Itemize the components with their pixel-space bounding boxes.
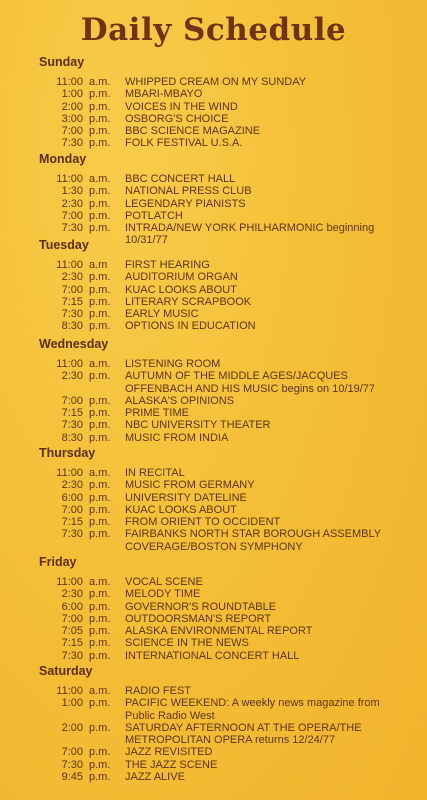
row-time: 7:00 xyxy=(61,503,83,516)
row-time: 2:30 xyxy=(61,479,83,492)
schedule-row xyxy=(39,198,409,210)
day-name: Monday xyxy=(39,152,87,166)
row-time: 1:00 xyxy=(61,697,83,710)
schedule-row xyxy=(39,637,409,649)
row-ampm: p.m. xyxy=(89,746,111,759)
row-ampm: p.m. xyxy=(89,600,111,613)
row-ampm: p.m. xyxy=(89,419,111,432)
row-time: 7:30 xyxy=(61,308,83,321)
row-title: ALASKA ENVIRONMENTAL REPORT xyxy=(125,625,313,638)
row-title: OUTDOORSMAN'S REPORT xyxy=(125,612,272,625)
day-section-saturday xyxy=(39,664,409,783)
schedule-row xyxy=(39,88,409,100)
row-ampm: p.m. xyxy=(89,771,111,784)
schedule-row xyxy=(39,284,409,296)
row-time: 7:30 xyxy=(61,222,83,235)
row-time: 1:00 xyxy=(61,88,83,101)
row-time: 7:00 xyxy=(61,283,83,296)
row-title: GOVERNOR'S ROUNDTABLE xyxy=(125,600,277,613)
row-ampm: p.m. xyxy=(89,125,111,138)
schedule-row xyxy=(39,395,409,407)
row-time: 1:30 xyxy=(61,185,83,198)
row-title: KUAC LOOKS ABOUT xyxy=(125,503,237,516)
schedule-row xyxy=(39,685,409,697)
row-title: WHIPPED CREAM ON MY SUNDAY xyxy=(125,76,307,88)
schedule-row xyxy=(39,308,409,320)
schedule-row xyxy=(39,173,409,185)
day-name: Friday xyxy=(39,555,77,569)
row-time: 7:30 xyxy=(61,419,83,432)
schedule-row xyxy=(39,101,409,113)
row-ampm: a.m. xyxy=(89,685,111,697)
row-ampm: p.m. xyxy=(89,407,111,420)
row-title: LISTENING ROOM xyxy=(125,358,221,370)
row-time: 7:15 xyxy=(61,407,83,420)
row-title: MELODY TIME xyxy=(125,588,201,601)
row-ampm: p.m. xyxy=(89,137,111,150)
row-title: OSBORG'S CHOICE xyxy=(125,112,229,125)
schedule-row xyxy=(39,137,409,149)
row-time: 7:00 xyxy=(61,746,83,759)
row-time: 11:00 xyxy=(56,358,83,370)
row-ampm: p.m. xyxy=(89,88,111,101)
row-ampm: a.m. xyxy=(89,76,111,88)
row-ampm: a.m. xyxy=(89,467,111,479)
row-title: FIRST HEARING xyxy=(125,259,210,271)
row-title: FROM ORIENT TO OCCIDENT xyxy=(125,516,281,529)
row-ampm: p.m. xyxy=(89,758,111,771)
row-ampm: p.m. xyxy=(89,394,111,407)
row-time: 7:05 xyxy=(61,625,83,638)
row-ampm: p.m. xyxy=(89,637,111,650)
row-time: 11:00 xyxy=(56,259,83,271)
row-ampm: p.m. xyxy=(89,222,111,235)
row-title: SATURDAY AFTERNOON AT THE OPERA/THE METROPOLITAN OPERA returns 12/24/77 xyxy=(125,721,362,747)
row-time: 7:00 xyxy=(61,394,83,407)
row-time: 7:00 xyxy=(61,209,83,222)
row-ampm: p.m. xyxy=(89,516,111,529)
row-title: THE JAZZ SCENE xyxy=(125,758,218,771)
row-time: 7:00 xyxy=(61,612,83,625)
row-title: OPTIONS IN EDUCATION xyxy=(125,320,256,333)
row-time: 8:30 xyxy=(61,320,83,333)
row-ampm: a.m. xyxy=(89,358,111,370)
row-ampm: p.m. xyxy=(89,271,111,284)
row-title: INTERNATIONAL CONCERT HALL xyxy=(125,649,300,662)
row-ampm: p.m. xyxy=(89,649,111,662)
row-title: AUTUMN OF THE MIDDLE AGES/JACQUES OFFENBACH AND HIS MUSIC begins on 10/19/77 xyxy=(125,370,376,395)
schedule-row xyxy=(39,613,409,625)
row-title: PRIME TIME xyxy=(125,407,189,420)
schedule-row xyxy=(39,722,409,747)
day-section-monday xyxy=(39,152,409,247)
row-ampm: a.m xyxy=(89,259,108,271)
row-ampm: p.m. xyxy=(89,431,111,444)
schedule-row xyxy=(39,185,409,197)
schedule-row xyxy=(39,419,409,431)
row-time: 7:15 xyxy=(61,637,83,650)
day-name: Tuesday xyxy=(39,238,89,252)
row-time: 6:00 xyxy=(61,600,83,613)
row-time: 11:00 xyxy=(56,173,83,185)
row-ampm: p.m. xyxy=(89,185,111,198)
row-ampm: p.m. xyxy=(89,697,111,710)
day-section-wednesday xyxy=(39,337,409,444)
schedule-row xyxy=(39,259,409,271)
schedule-row xyxy=(39,759,409,771)
row-ampm: p.m. xyxy=(89,625,111,638)
row-ampm: p.m. xyxy=(89,197,111,210)
schedule-row xyxy=(39,76,409,88)
schedule-row xyxy=(39,271,409,283)
row-ampm: p.m. xyxy=(89,209,111,222)
row-time: 2:30 xyxy=(61,588,83,601)
row-title: FAIRBANKS NORTH STAR BOROUGH ASSEMBLY COVERAGE/BOSTON SYMPHONY xyxy=(125,528,381,553)
schedule-row xyxy=(39,528,409,553)
row-time: 9:45 xyxy=(61,771,83,784)
schedule-row xyxy=(39,601,409,613)
row-ampm: p.m. xyxy=(89,370,111,383)
day-section-sunday xyxy=(39,55,409,150)
row-title: MUSIC FROM INDIA xyxy=(125,431,229,444)
schedule-row xyxy=(39,479,409,491)
schedule-row xyxy=(39,504,409,516)
row-time: 7:00 xyxy=(61,125,83,138)
schedule-row xyxy=(39,358,409,370)
row-ampm: p.m. xyxy=(89,528,111,541)
row-title: AUDITORIUM ORGAN xyxy=(125,271,238,284)
row-ampm: p.m. xyxy=(89,479,111,492)
schedule-row xyxy=(39,746,409,758)
row-time: 2:30 xyxy=(61,197,83,210)
row-title: KUAC LOOKS ABOUT xyxy=(125,283,237,296)
row-title: VOCAL SCENE xyxy=(125,576,203,588)
row-ampm: a.m. xyxy=(89,173,111,185)
schedule-row xyxy=(39,771,409,783)
row-time: 3:00 xyxy=(61,112,83,125)
row-title: EARLY MUSIC xyxy=(125,308,199,321)
row-ampm: p.m. xyxy=(89,503,111,516)
schedule-row xyxy=(39,625,409,637)
day-section-friday xyxy=(39,555,409,662)
row-title: UNIVERSITY DATELINE xyxy=(125,491,247,504)
row-time: 2:30 xyxy=(61,370,83,383)
schedule-row xyxy=(39,576,409,588)
row-ampm: p.m. xyxy=(89,320,111,333)
row-title: MBARI-MBAYO xyxy=(125,88,203,101)
row-title: PACIFIC WEEKEND: A weekly news magazine from Public Radio West xyxy=(125,697,380,722)
schedule-row xyxy=(39,697,409,722)
row-ampm: p.m. xyxy=(89,721,111,734)
row-time: 11:00 xyxy=(56,685,83,697)
row-time: 7:30 xyxy=(61,137,83,150)
row-ampm: a.m. xyxy=(89,576,111,588)
row-title: VOICES IN THE WIND xyxy=(125,100,238,113)
row-time: 11:00 xyxy=(56,576,83,588)
schedule-row xyxy=(39,296,409,308)
row-time: 7:30 xyxy=(61,528,83,541)
row-ampm: p.m. xyxy=(89,100,111,113)
row-title: JAZZ ALIVE xyxy=(125,771,185,784)
day-section-thursday xyxy=(39,446,409,553)
row-time: 8:30 xyxy=(61,431,83,444)
row-title: NBC UNIVERSITY THEATER xyxy=(125,419,271,432)
row-time: 11:00 xyxy=(56,76,83,88)
row-time: 6:00 xyxy=(61,491,83,504)
row-title: BBC SCIENCE MAGAZINE xyxy=(125,125,261,138)
schedule-row xyxy=(39,432,409,444)
day-name: Saturday xyxy=(39,664,93,678)
row-title: POTLATCH xyxy=(125,209,183,222)
row-title: RADIO FEST xyxy=(125,685,192,697)
row-ampm: p.m. xyxy=(89,308,111,321)
schedule-row xyxy=(39,588,409,600)
row-title: BBC CONCERT HALL xyxy=(125,173,236,185)
row-ampm: p.m. xyxy=(89,295,111,308)
row-title: INTRADA/NEW YORK PHILHARMONIC beginning 10/31/77 xyxy=(125,222,375,247)
row-time: 11:00 xyxy=(56,467,83,479)
row-title: SCIENCE IN THE NEWS xyxy=(125,637,249,650)
row-ampm: p.m. xyxy=(89,612,111,625)
schedule-row xyxy=(39,113,409,125)
day-name: Sunday xyxy=(39,55,85,69)
row-title: IN RECITAL xyxy=(125,467,185,479)
schedule-row xyxy=(39,320,409,332)
row-time: 7:15 xyxy=(61,295,83,308)
schedule-row xyxy=(39,467,409,479)
row-ampm: p.m. xyxy=(89,588,111,601)
schedule-row xyxy=(39,492,409,504)
row-title: JAZZ REVISITED xyxy=(125,746,213,759)
page-title: Daily Schedule xyxy=(80,12,347,48)
schedule-row xyxy=(39,125,409,137)
schedule-row xyxy=(39,370,409,395)
row-time: 7:15 xyxy=(61,516,83,529)
row-ampm: p.m. xyxy=(89,491,111,504)
day-name: Wednesday xyxy=(39,337,109,351)
day-name: Thursday xyxy=(39,446,96,460)
schedule-row xyxy=(39,516,409,528)
row-title: ALASKA'S OPINIONS xyxy=(125,394,235,407)
row-title: LITERARY SCRAPBOOK xyxy=(125,295,252,308)
row-time: 2:00 xyxy=(61,100,83,113)
row-title: LEGENDARY PIANISTS xyxy=(125,197,246,210)
row-time: 7:30 xyxy=(61,649,83,662)
schedule-row xyxy=(39,407,409,419)
row-ampm: p.m. xyxy=(89,112,111,125)
day-section-tuesday xyxy=(39,238,409,333)
row-title: MUSIC FROM GERMANY xyxy=(125,479,255,492)
row-time: 2:00 xyxy=(61,721,83,734)
row-time: 7:30 xyxy=(61,758,83,771)
row-title: FOLK FESTIVAL U.S.A. xyxy=(125,137,243,150)
schedule-row xyxy=(39,650,409,662)
row-ampm: p.m. xyxy=(89,283,111,296)
schedule-row xyxy=(39,210,409,222)
row-time: 2:30 xyxy=(61,271,83,284)
row-title: NATIONAL PRESS CLUB xyxy=(125,185,252,198)
